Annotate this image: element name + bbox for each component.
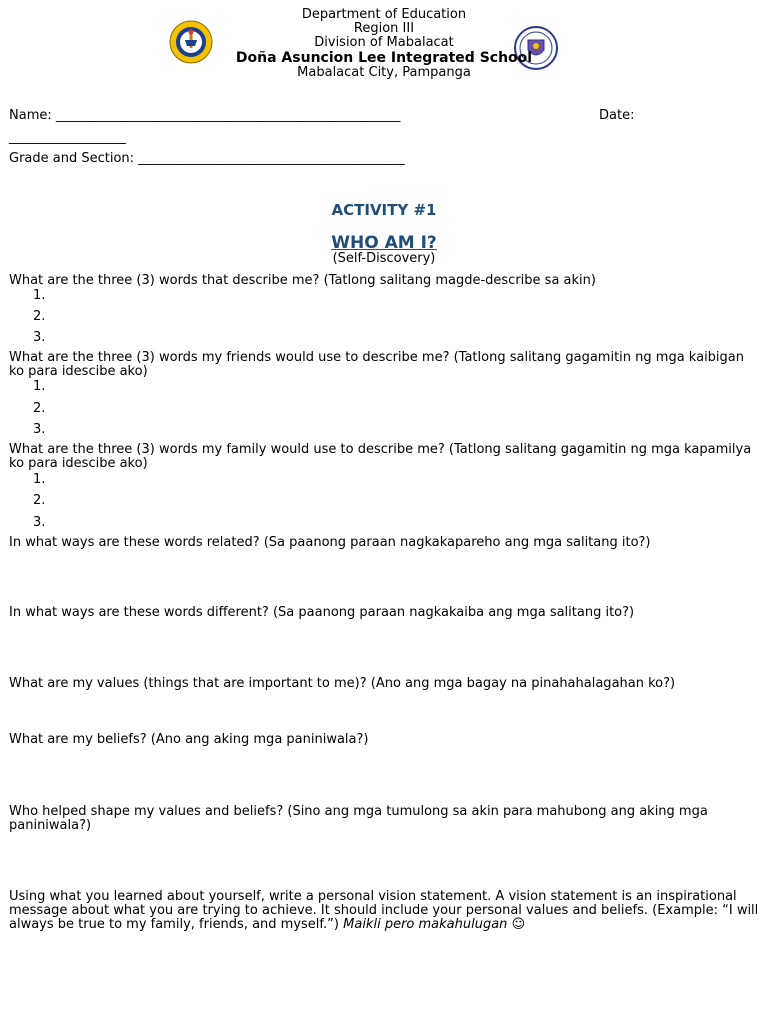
answer-3-1[interactable]: 1. [33, 472, 46, 487]
date-label: Date: [599, 108, 635, 123]
department-line: Department of Education [301, 7, 467, 22]
answer-3-2[interactable]: 2. [33, 493, 46, 508]
date-field[interactable]: __________________ [9, 130, 126, 145]
smiley-icon: ☺ [511, 917, 526, 932]
question-4: In what ways are these words related? (Sa paanong paraan nagkakapareho ang mga salitang ito?) [9, 535, 651, 550]
question-7: What are my beliefs? (Ano ang aking mga paniniwala?) [9, 732, 369, 747]
answer-2-3[interactable]: 3. [33, 422, 46, 437]
question-5: In what ways are these words different? (Sa paanong paraan nagkakaiba ang mga salitang ito?) [9, 605, 635, 620]
school-name: Doña Asuncion Lee Integrated School [235, 50, 533, 66]
question-9-text: Using what you learned about yourself, write a personal vision statement. A vision statement is an inspirational message about what you are trying to achieve. It should include your personal values and beliefs. (Example: “I will always be true to my family, friends, and myself.”) [9, 889, 759, 932]
region-line: Region III [353, 21, 415, 36]
question-1: What are the three (3) words that describe me? (Tatlong salitang magde-describe sa akin) [9, 273, 596, 288]
question-8: Who helped shape my values and beliefs? (Sino ang mga tumulong sa akin para mahubong ang aking mga paniniwala?) [9, 804, 708, 833]
activity-label: ACTIVITY #1 [331, 201, 437, 219]
answer-1-3[interactable]: 3. [33, 330, 46, 345]
page-title [0, 233, 768, 253]
letterhead [0, 8, 768, 80]
question-6: What are my values (things that are important to me)? (Ano ang mga bagay na pinahahalagahan ko?) [9, 676, 676, 691]
name-field[interactable]: Name: _____________________________________________________ [9, 108, 401, 123]
question-9-italic: Maikli pero makahulugan [343, 917, 508, 932]
answer-1-2[interactable]: 2. [33, 309, 46, 324]
city-line: Mabalacat City, Pampanga [297, 65, 471, 80]
question-2: What are the three (3) words my friends would use to describe me? (Tatlong salitang gagamitin ng mga kaibigan ko para idescibe ako) [9, 350, 745, 379]
question-3: What are the three (3) words my family would use to describe me? (Tatlong salitang gagamitin ng mga kapamilya ko para idescibe ako) [9, 442, 752, 471]
division-line: Division of Mabalacat [314, 35, 454, 50]
answer-2-2[interactable]: 2. [33, 401, 46, 416]
answer-2-1[interactable]: 1. [33, 379, 46, 394]
answer-3-3[interactable]: 3. [33, 515, 46, 530]
question-9 [9, 890, 759, 932]
grade-section-field[interactable]: Grade and Section: _________________________________________ [9, 151, 405, 166]
answer-1-1[interactable]: 1. [33, 288, 46, 303]
subtitle: (Self-Discovery) [332, 251, 436, 266]
page-title-text: WHO AM I? [331, 233, 437, 253]
